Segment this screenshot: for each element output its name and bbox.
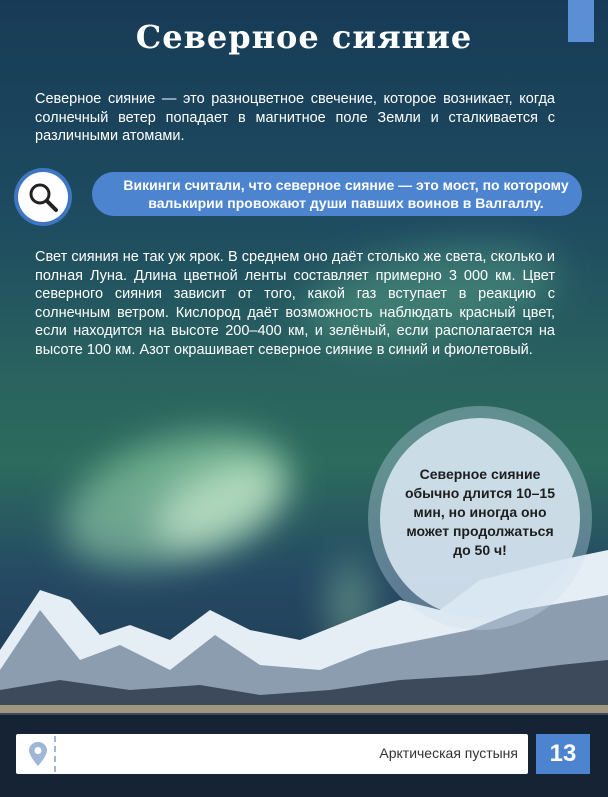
footer-divider <box>54 736 56 772</box>
body-paragraph: Свет сияния не так уж ярок. В среднем оно даёт столько же света, сколько и полная Луна. Длина цветной ленты составляет примерно 3 000 км. Цвет северного сияния зависит от того, какой газ вступает в реакцию с солнечным ветром. Кислород даёт возможность наблюдать красный цвет, если находится на высоте 200–400 км, и зелёный, если располагается на высоте 100 км. Азот окрашивает северное сияние в синий и фиолетовый. <box>35 249 555 358</box>
location-pin-icon <box>28 741 48 767</box>
callout-text: Викинги считали, что северное сияние — это мост, по которому валькирии провожают души павших воинов в Валгаллу. <box>123 177 569 211</box>
page-title: Северное сияние <box>135 18 473 56</box>
intro-paragraph: Северное сияние — это разноцветное свечение, которое возникает, когда солнечный ветер попадает в магнитное поле Земли и сталкивается с различными атомами. <box>35 91 555 144</box>
footer-section-title: Арктическая пустыня <box>379 745 518 761</box>
page-number: 13 <box>536 734 590 774</box>
fact-bubble-text: Северное сияние обычно длится 10–15 мин, но иногда оно может продолжаться до 50 ч! <box>404 466 555 558</box>
magnifier-icon <box>27 181 59 213</box>
callout-icon-circle <box>18 172 68 222</box>
